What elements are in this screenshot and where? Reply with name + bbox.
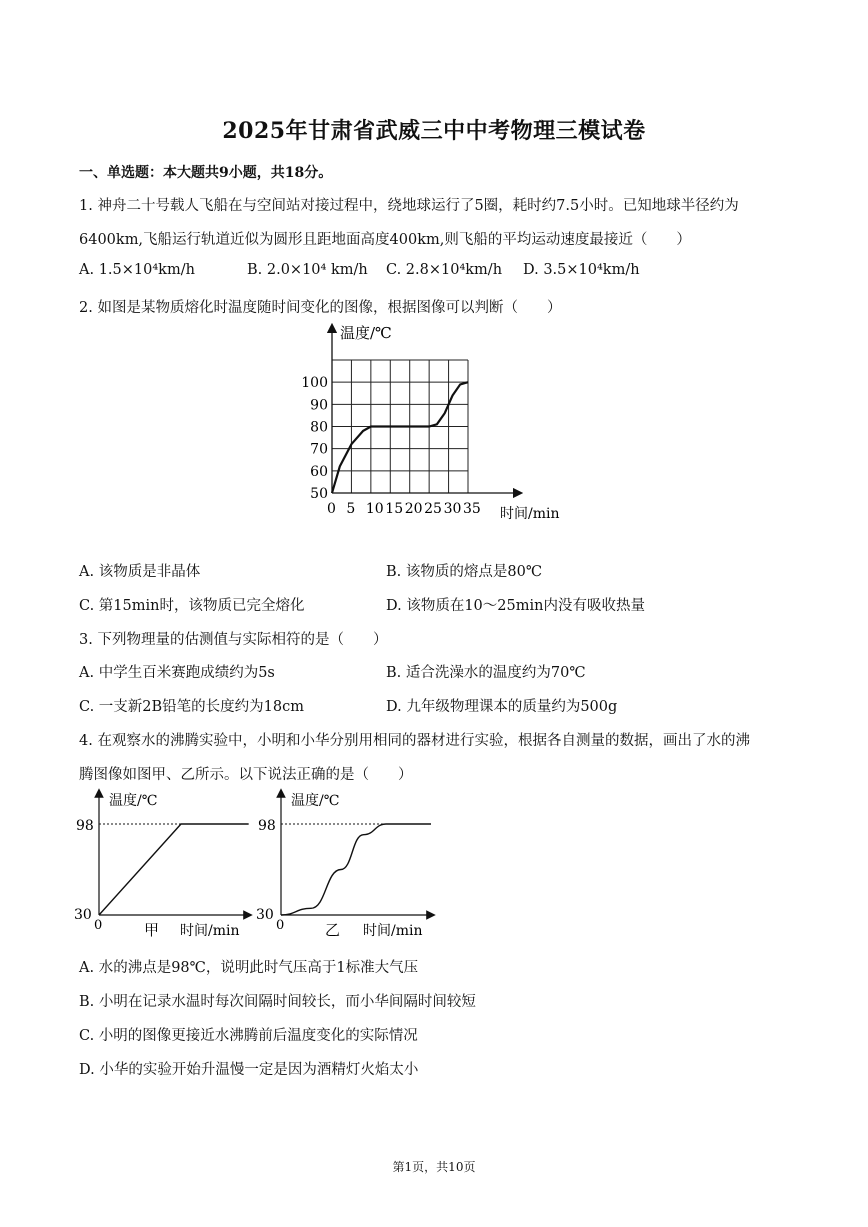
chart-caption-jia: 甲 <box>144 921 160 939</box>
x-axis-label: 时间/min <box>363 923 423 939</box>
page-title: 2025年甘肃省武威三中中考物理三模试卷 <box>222 118 646 144</box>
chart-axes <box>332 328 518 493</box>
q1-text-line2: 6400km,飞船运行轨道近似为圆形且距地面高度400km,则飞船的平均运动速度最接近（ ） <box>79 232 691 248</box>
boiling-chart-yi <box>253 785 443 945</box>
melting-chart <box>290 320 580 530</box>
q4-option-c[interactable]: C. 小明的图像更接近水沸腾前后温度变化的实际情况 <box>79 1028 418 1044</box>
section-header: 一、单选题：本大题共9小题，共18分。 <box>79 165 333 181</box>
x-tick-label: 10 <box>365 501 384 517</box>
q3-option-d[interactable]: D. 九年级物理课本的质量约为500g <box>386 699 618 715</box>
x-tick-label: 5 <box>346 501 356 517</box>
q3-option-a[interactable]: A. 中学生百米赛跑成绩约为5s <box>79 665 275 681</box>
q2-option-b[interactable]: B. 该物质的熔点是80℃ <box>386 564 543 580</box>
q3-option-b[interactable]: B. 适合洗澡水的温度约为70℃ <box>386 665 586 681</box>
y-axis-label: 温度/℃ <box>109 793 158 809</box>
chart-caption-yi: 乙 <box>325 921 341 939</box>
q3-text: 3. 下列物理量的估测值与实际相符的是（ ） <box>79 632 388 648</box>
chart-ticks <box>301 375 481 517</box>
q1-text-line1: 1. 神舟二十号载人飞船在与空间站对接过程中，绕地球运行了5圈，耗时约7.5小时。已知地球半径约为 <box>79 198 739 214</box>
q2-option-a[interactable]: A. 该物质是非晶体 <box>79 564 201 580</box>
tick-98: 98 <box>258 818 276 834</box>
tick-30: 30 <box>74 907 92 923</box>
jia-curve <box>99 824 248 915</box>
y-tick-label: 100 <box>301 375 328 392</box>
x-tick-label: 20 <box>404 501 423 517</box>
q4-option-a[interactable]: A. 水的沸点是98℃，说明此时气压高于1标准大气压 <box>79 960 419 976</box>
y-tick-label: 70 <box>310 441 328 458</box>
q2-text: 2. 如图是某物质熔化时温度随时间变化的图像，根据图像可以判断（ ） <box>79 300 562 316</box>
q4-option-d[interactable]: D. 小华的实验开始升温慢一定是因为酒精灯火焰太小 <box>79 1062 419 1078</box>
q1-option-a[interactable]: A. 1.5×10⁴km/h <box>79 262 195 278</box>
x-tick-label: 35 <box>463 501 481 517</box>
q4-text-line2: 腾图像如图甲、乙所示。以下说法正确的是（ ） <box>79 767 413 783</box>
q4-option-b[interactable]: B. 小明在记录水温时每次间隔时间较长，而小华间隔时间较短 <box>79 994 476 1010</box>
q2-option-d[interactable]: D. 该物质在10～25min内没有吸收热量 <box>386 598 645 614</box>
tick-98: 98 <box>76 818 94 834</box>
x-tick-label: 30 <box>443 501 462 517</box>
x-axis-label: 时间/min <box>500 506 560 522</box>
origin-label: 0 <box>276 918 285 933</box>
y-axis-label: 温度/℃ <box>340 324 392 342</box>
yi-curve <box>281 824 431 915</box>
y-tick-label: 90 <box>310 397 328 414</box>
q1-option-d[interactable]: D. 3.5×10⁴km/h <box>523 262 640 278</box>
y-axis-label: 温度/℃ <box>291 793 340 809</box>
q1-option-c[interactable]: C. 2.8×10⁴km/h <box>386 262 503 278</box>
q1-option-b[interactable]: B. 2.0×10⁴ km/h <box>247 262 368 278</box>
melting-curve <box>332 382 468 493</box>
origin-label: 0 <box>94 918 103 933</box>
x-axis-label: 时间/min <box>180 923 240 939</box>
x-tick-label: 0 <box>327 501 336 517</box>
y-tick-label: 50 <box>310 486 328 502</box>
boiling-chart-jia <box>70 785 260 945</box>
x-tick-label: 15 <box>385 501 404 517</box>
q2-option-c[interactable]: C. 第15min时，该物质已完全熔化 <box>79 598 305 614</box>
q3-option-c[interactable]: C. 一支新2B铅笔的长度约为18cm <box>79 699 304 715</box>
q4-text-line1: 4. 在观察水的沸腾实验中，小明和小华分别用相同的器材进行实验，根据各自测量的数据，画出了水的沸 <box>79 733 750 749</box>
y-tick-label: 80 <box>310 419 328 436</box>
x-tick-label: 25 <box>424 501 442 517</box>
y-tick-label: 60 <box>310 463 328 480</box>
tick-30: 30 <box>256 907 274 923</box>
page-footer: 第1页，共10页 <box>392 1160 476 1174</box>
